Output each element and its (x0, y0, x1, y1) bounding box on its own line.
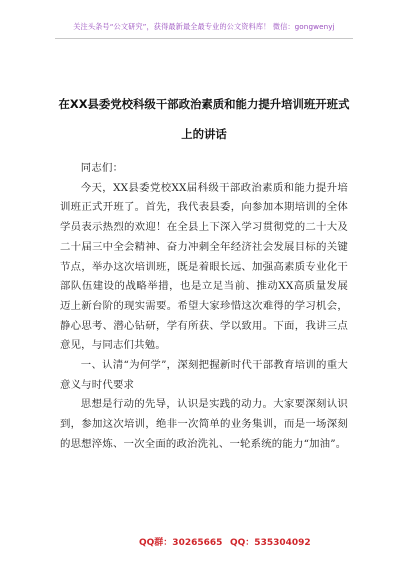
document-title-line2: 上的讲话 (181, 127, 227, 141)
footer-qq: QQ：535304092 (230, 538, 311, 548)
section-1-heading: 一、认清“为何学”，深刻把握新时代干部教育培训的重大意义与时代要求 (60, 359, 348, 391)
header-notice: 关注头条号“公文研究”，获得最新最全最专业的公文资料库！ 微信：gongwenyj (73, 22, 335, 31)
footer-qq-group: QQ群：30265665 (139, 538, 223, 548)
header-divider (55, 38, 353, 39)
paragraph-2: 思想是行动的先导，认识是实践的动力。大家要深刻认识到，参加这次培训，绝非一次简单的业务集训，而是一场深刻的思想淬炼、一次全面的政治洗礼、一轮系统的能力“加油”。 (60, 398, 348, 450)
greeting: 同志们： (80, 162, 124, 174)
paragraph-1: 今天，XX县委党校XX届科级干部政治素质和能力提升培训班正式开班了。首先，我代表县委，向参加本期培训的全体学员表示热烈的欢迎！在全县上下深入学习贯彻党的二十大及二十届三中全会精神、奋力冲刺全年经济社会发展目标的关键节点，举办这次培训班，既是着眼长远、加强高素质专业化干部队伍建设的战略举措，也是立足当前、推动XX高质量发展迈上新台阶的现实需要。希望大家珍惜这次难得的学习机会，静心思考、潜心钻研，学有所获、学以致用。下面，我讲三点意见，与同志们共勉。 (60, 181, 348, 352)
document-body (60, 159, 348, 455)
document-title-line1: 在XX县委党校科级干部政治素质和能力提升培训班开班式 (58, 97, 350, 111)
